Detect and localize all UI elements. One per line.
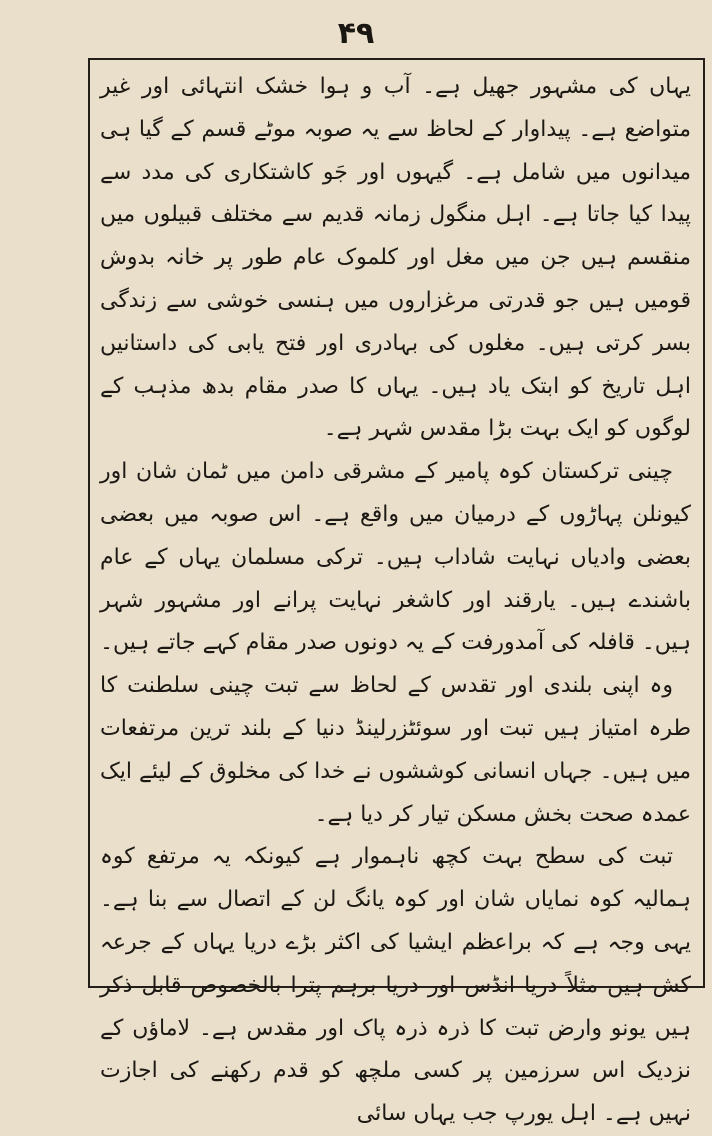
paragraph-1: یہاں کی مشہور جھیل ہے۔ آب و ہوا خشک انتہائی اور غیر متواضع ہے۔ پیداوار کے لحاظ سے یہ صوبہ موٹے قسم کے گیا ہی میدانوں میں شامل ہے۔ گیہوں اور جَو کاشتکاری کی مدد سے پیدا کیا جاتا ہے۔ اہل منگول زمانہ قدیم سے مختلف قبیلوں میں منقسم ہیں جن میں مغل اور کلموک عام طور پر خانہ بدوش قومیں ہیں جو قدرتی مرغزاروں میں ہنسی خوشی سے زندگی بسر کرتی ہیں۔ مغلوں کی بہادری اور فتح یابی کی داستانیں اہل تاریخ کو ابتک یاد ہیں۔ یہاں کا صدر مقام بدھ مذہب کے لوگوں کو ایک بہت بڑا مقدس شہر ہے۔ bbox=[100, 74, 691, 442]
paragraph-2: چینی ترکستان کوہ پامیر کے مشرقی دامن میں ٹمان شان اور کیونلن پہاڑوں کے درمیان میں واقع ہے۔ اس صوبہ میں بعضی بعضی وادیاں نہایت شاداب ہیں۔ ترکی مسلمان یہاں کے عام باشندے ہیں۔ یارقند اور کاشغر نہایت پرانے اور مشہور شہر ہیں۔ قافلہ کی آمدورفت کے یہ دونوں صدر مقام کہے جاتے ہیں۔ bbox=[100, 459, 691, 656]
text-frame bbox=[88, 58, 705, 1127]
paragraph-3: وہ اپنی بلندی اور تقدس کے لحاظ سے تبت چینی سلطنت کا طرہ امتیاز ہیں تبت اور سوئٹزرلینڈ دنیا کے بلند ترین مرتفعات میں ہیں۔ جہاں انسانی کوششوں نے خدا کی مخلوق کے لیئے ایک عمدہ صحت بخش مسکن تیار کر دیا ہے۔ bbox=[100, 673, 691, 827]
paragraph-4: تبت کی سطح بہت کچھ ناہموار ہے کیونکہ یہ مرتفع کوہ ہمالیہ کوہ نمایاں شان اور کوہ یانگ لن کے اتصال سے بنا ہے۔ یہی وجہ ہے کہ براعظم ایشیا کی اکثر بڑے دریا یہاں کے جرعہ کش ہیں مثلاً دریا انڈس اور دریا برہم پترا بالخصوص قابل ذکر ہیں یونو وارض تبت کا ذرہ ذرہ پاک اور مقدس ہے۔ لاماؤں کے نزدیک اس سرزمین پر کسی ملچھ کو قدم رکھنے کی اجازت نہیں ہے۔ اہل یورپ جب یہاں سائی bbox=[100, 844, 691, 1127]
page-number: ۴۹ bbox=[337, 16, 375, 51]
